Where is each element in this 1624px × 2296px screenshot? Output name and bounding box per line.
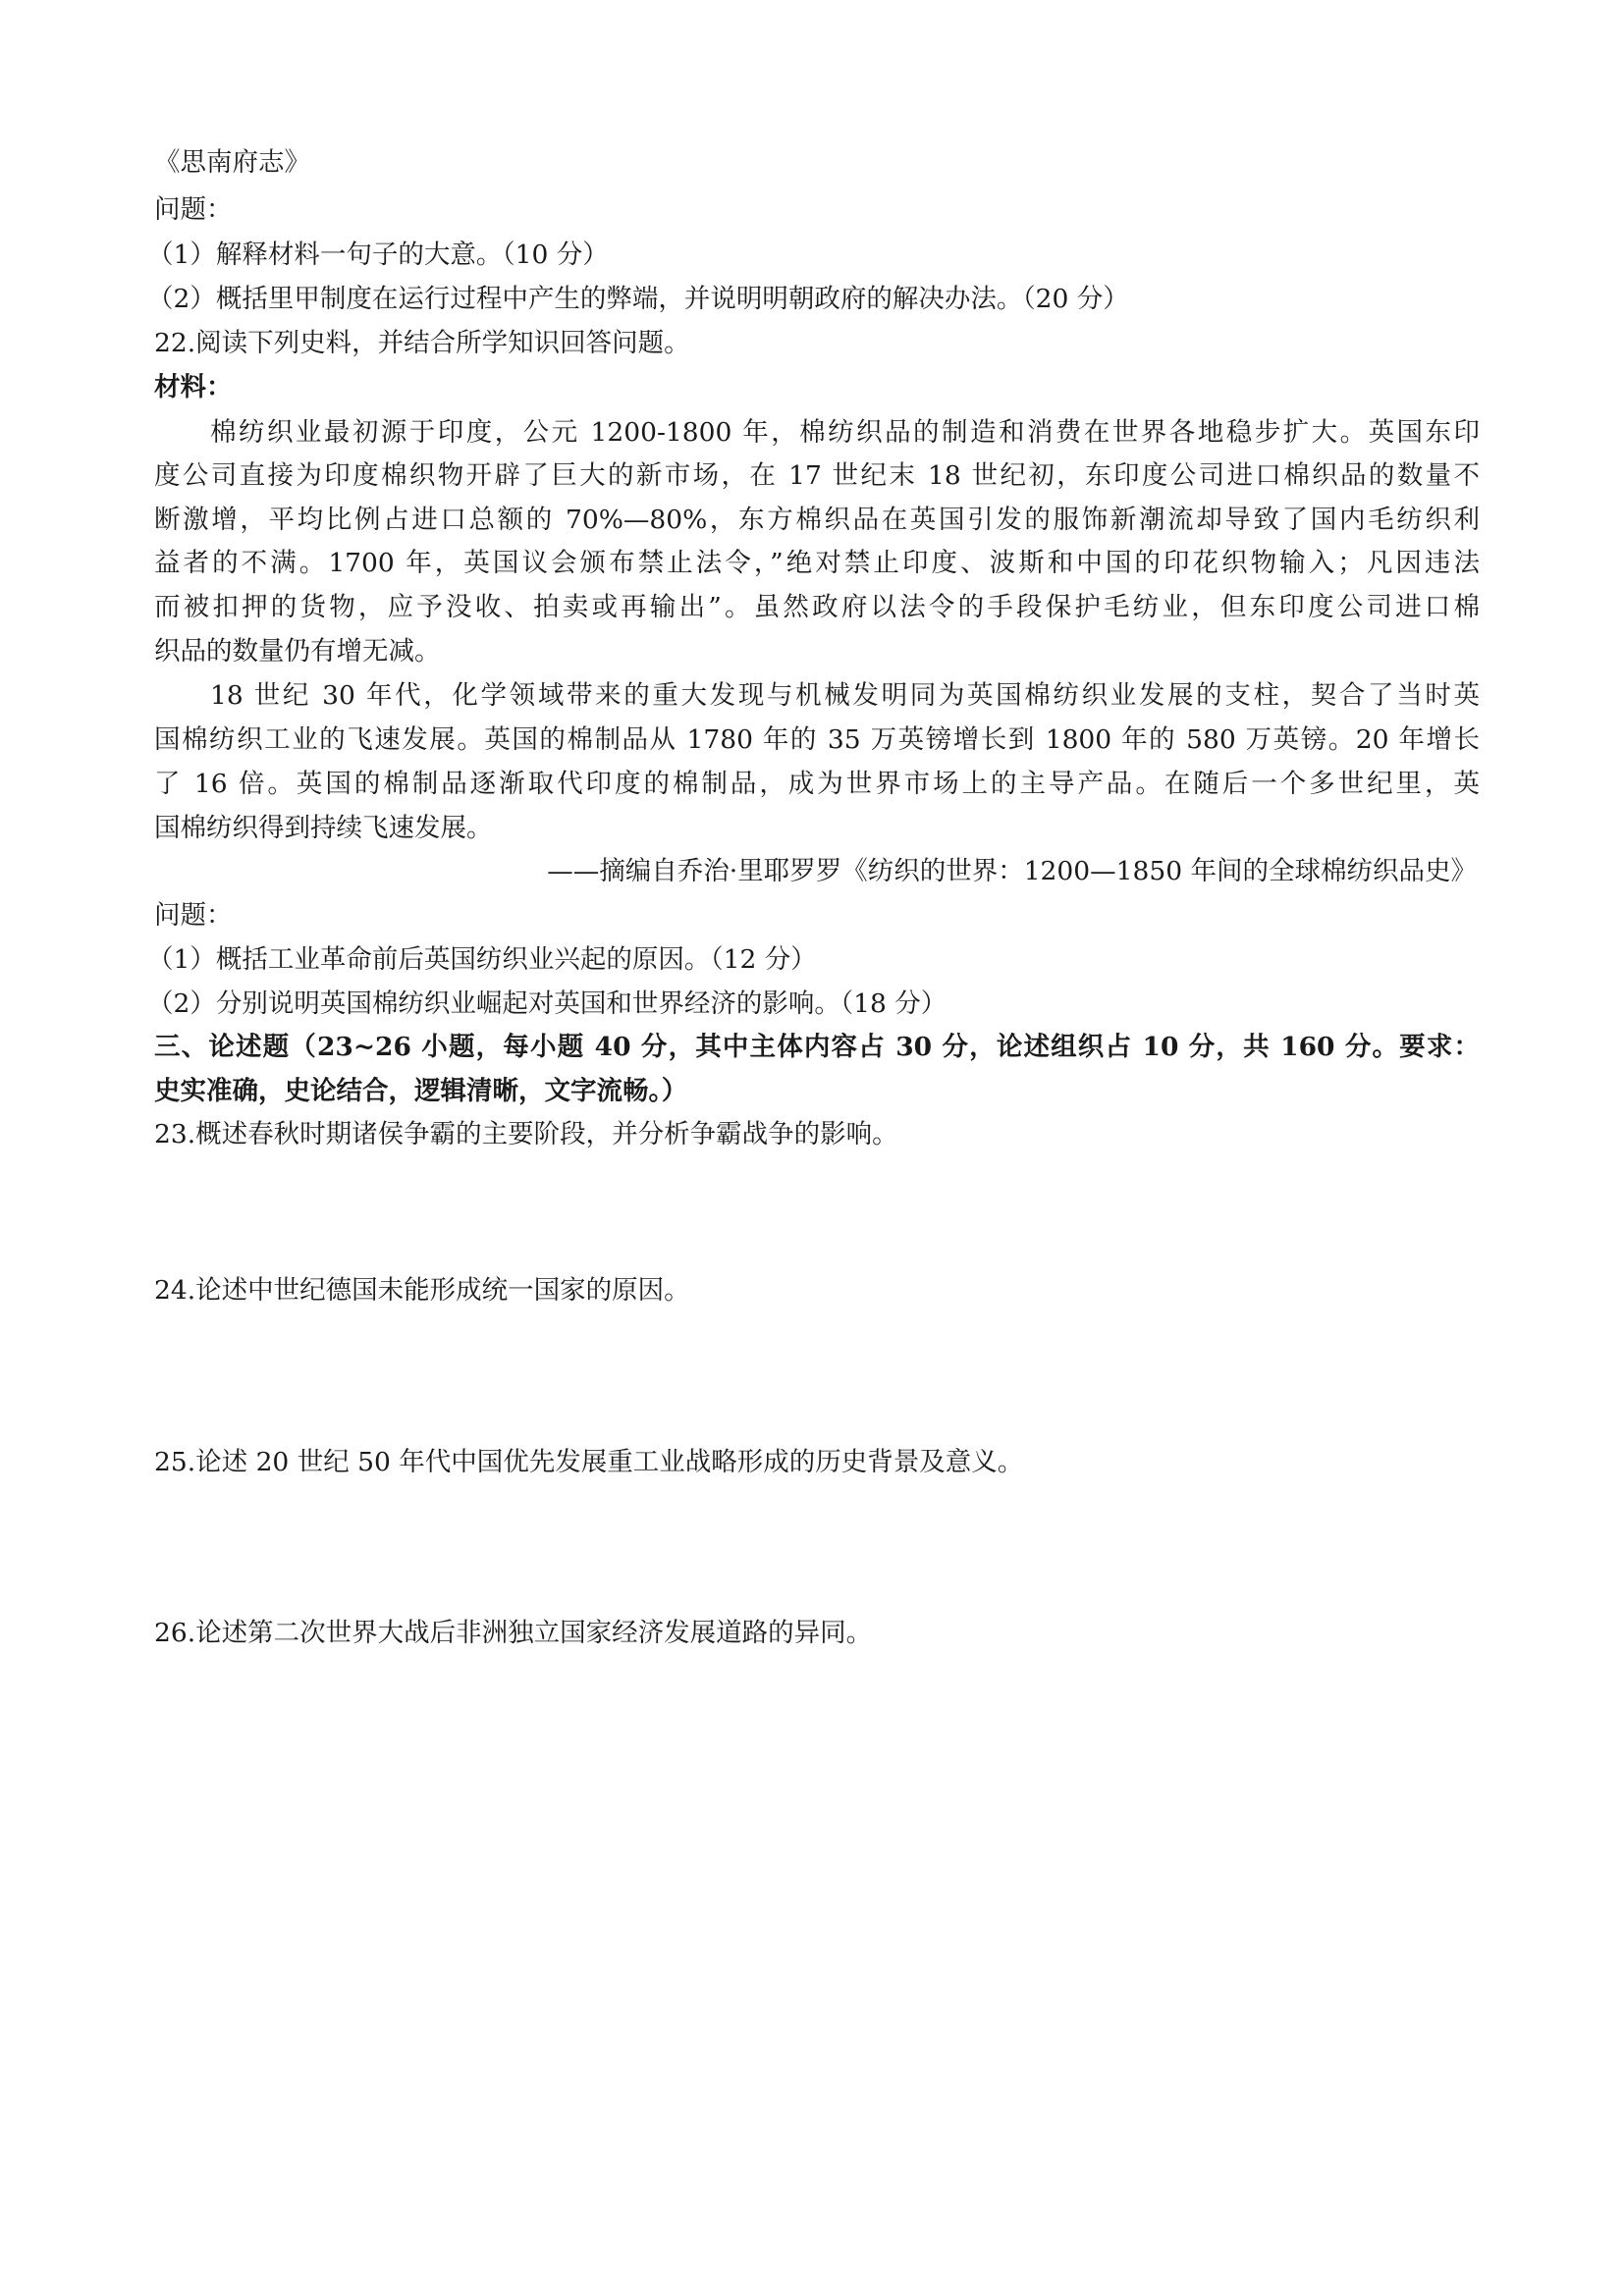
q25-prompt: 25.论述 20 世纪 50 年代中国优先发展重工业战略形成的历史背景及意义。: [154, 1447, 1024, 1477]
q21-sub2: （2）概括里甲制度在运行过程中产生的弊端，并说明明朝政府的解决办法。（20 分）: [147, 284, 1129, 314]
q22-sub1: （1）概括工业革命前后英国纺织业兴起的原因。（12 分）: [147, 944, 817, 975]
q22-para2-line: 了 16 倍。英国的棉制品逐渐取代印度的棉制品，成为世界市场上的主导产品。在随后一个多世纪里，英: [154, 769, 1480, 799]
q21-sub1: （1）解释材料一句子的大意。（10 分）: [147, 240, 609, 270]
q26-prompt: 26.论述第二次世界大战后非洲独立国家经济发展道路的异同。: [154, 1618, 873, 1648]
section3-heading-line1: 三、论述题（23~26 小题，每小题 40 分，其中主体内容占 30 分，论述组织占 10 分，共 160 分。要求：: [154, 1032, 1480, 1062]
q22-para2-line: 国棉纺织得到持续飞速发展。: [154, 813, 493, 843]
q22-para2-line: 国棉纺织工业的飞速发展。英国的棉制品从 1780 年的 35 万英镑增长到 1800 年的 580 万英镑。20 年增长: [154, 724, 1480, 755]
q22-question-label: 问题：: [154, 900, 233, 931]
q24-prompt: 24.论述中世纪德国未能形成统一国家的原因。: [154, 1275, 690, 1306]
q22-para1-line: 断激增，平均比例占进口总额的 70%—80%，东方棉织品在英国引发的服饰新潮流却导致了国内毛纺织利: [154, 505, 1480, 535]
q22-para2-line: 18 世纪 30 年代，化学领域带来的重大发现与机械发明同为英国棉纺织业发展的支柱，契合了当时英: [210, 680, 1480, 711]
q22-para1-line: 益者的不满。1700 年，英国议会颁布禁止法令，”绝对禁止印度、波斯和中国的印花织物输入；凡因违法: [154, 548, 1480, 578]
q22-citation: ——摘编自乔治·里耶罗罗《纺织的世界：1200—1850 年间的全球棉纺织品史》: [547, 856, 1477, 886]
q21-question-label: 问题：: [154, 194, 233, 225]
q22-para1-line: 织品的数量仍有增无减。: [154, 636, 441, 667]
q22-para1-line: 度公司直接为印度棉织物开辟了巨大的新市场，在 17 世纪末 18 世纪初，东印度公司进口棉织品的数量不: [154, 460, 1480, 491]
q22-prompt: 22.阅读下列史料，并结合所学知识回答问题。: [154, 328, 690, 358]
q22-sub2: （2）分别说明英国棉纺织业崛起对英国和世界经济的影响。（18 分）: [147, 988, 947, 1019]
q23-prompt: 23.概述春秋时期诸侯争霸的主要阶段，并分析争霸战争的影响。: [154, 1119, 898, 1149]
q22-material-label: 材料：: [154, 372, 233, 402]
section3-heading-line2: 史实准确，史论结合，逻辑清晰，文字流畅。）: [154, 1076, 688, 1106]
source-title: 《思南府志》: [154, 147, 310, 178]
q22-para1-line: 棉纺织业最初源于印度，公元 1200-1800 年，棉纺织品的制造和消费在世界各地稳步扩大。英国东印: [210, 417, 1480, 448]
q22-para1-line: 而被扣押的货物，应予没收、拍卖或再输出”。虽然政府以法令的手段保护毛纺业，但东印度公司进口棉: [154, 592, 1480, 622]
